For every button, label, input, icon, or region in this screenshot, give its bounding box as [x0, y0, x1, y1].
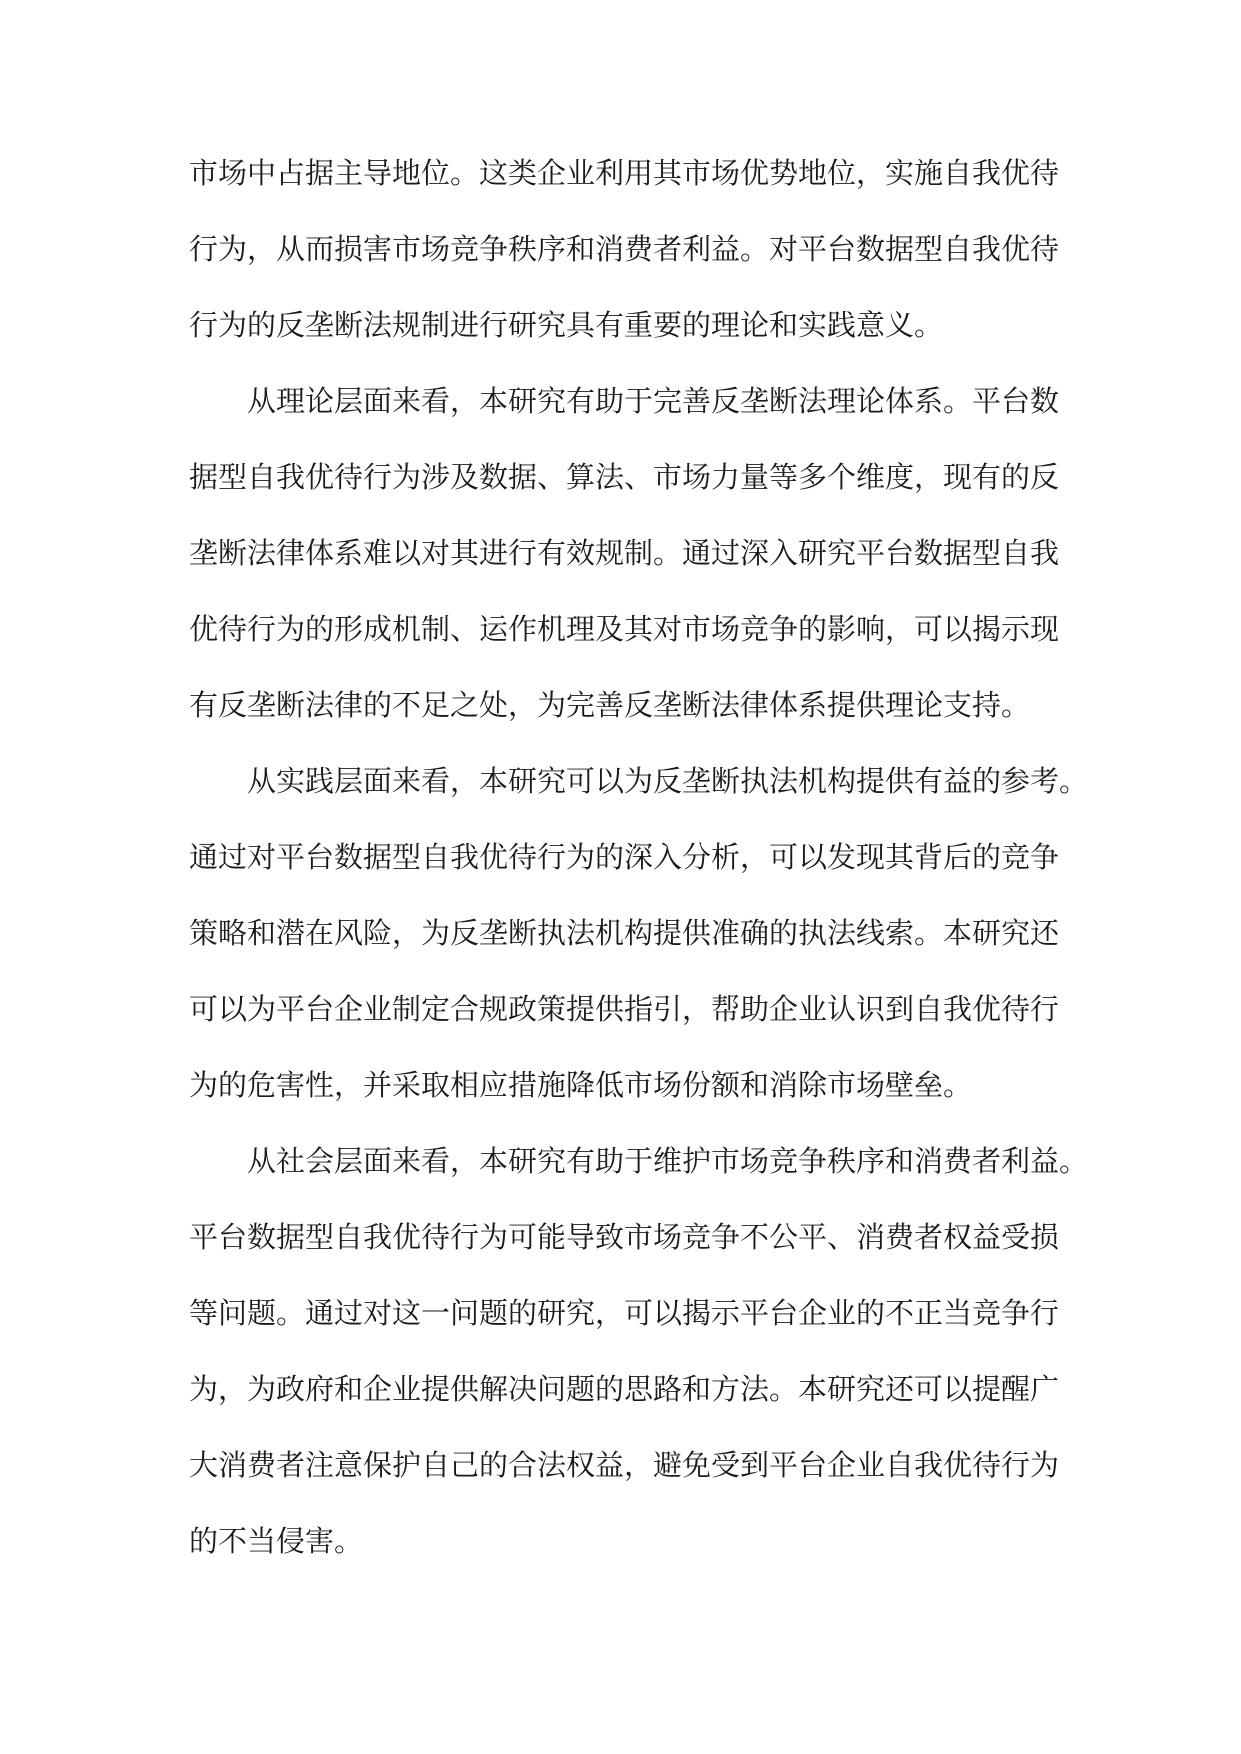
text-line: 为，为政府和企业提供解决问题的思路和方法。本研究还可以提醒广 [189, 1372, 1060, 1406]
text-line: 大消费者注意保护自己的合法权益，避免受到平台企业自我优待行为 [189, 1448, 1060, 1482]
text-line: 从社会层面来看，本研究有助于维护市场竞争秩序和消费者利益。 [247, 1144, 1089, 1178]
text-line: 为的危害性，并采取相应措施降低市场份额和消除市场壁垒。 [189, 1068, 973, 1102]
text-line: 行为的反垄断法规制进行研究具有重要的理论和实践意义。 [189, 308, 944, 342]
text-line: 优待行为的形成机制、运作机理及其对市场竞争的影响，可以揭示现 [189, 612, 1060, 646]
document-body [189, 143, 1089, 1587]
paragraph-4 [189, 1131, 1089, 1587]
text-line: 策略和潜在风险，为反垄断执法机构提供准确的执法线索。本研究还 [189, 916, 1060, 950]
text-line: 可以为平台企业制定合规政策提供指引，帮助企业认识到自我优待行 [189, 992, 1060, 1026]
paragraph-1 [189, 143, 1059, 371]
text-line: 市场中占据主导地位。这类企业利用其市场优势地位，实施自我优待 [189, 156, 1060, 190]
text-line: 通过对平台数据型自我优待行为的深入分析，可以发现其背后的竞争 [189, 840, 1060, 874]
text-line: 行为，从而损害市场竞争秩序和消费者利益。对平台数据型自我优待 [189, 232, 1060, 266]
text-line: 平台数据型自我优待行为可能导致市场竞争不公平、消费者权益受损 [189, 1220, 1060, 1254]
paragraph-2 [189, 371, 1059, 751]
text-line: 垄断法律体系难以对其进行有效规制。通过深入研究平台数据型自我 [189, 536, 1060, 570]
text-line: 等问题。通过对这一问题的研究，可以揭示平台企业的不正当竞争行 [189, 1296, 1060, 1330]
text-line: 有反垄断法律的不足之处，为完善反垄断法律体系提供理论支持。 [189, 688, 1031, 722]
text-line: 的不当侵害。 [189, 1524, 364, 1558]
text-line: 据型自我优待行为涉及数据、算法、市场力量等多个维度，现有的反 [189, 460, 1060, 494]
text-line: 从实践层面来看，本研究可以为反垄断执法机构提供有益的参考。 [247, 764, 1089, 798]
paragraph-3 [189, 751, 1089, 1131]
text-line: 从理论层面来看，本研究有助于完善反垄断法理论体系。平台数 [247, 384, 1060, 418]
